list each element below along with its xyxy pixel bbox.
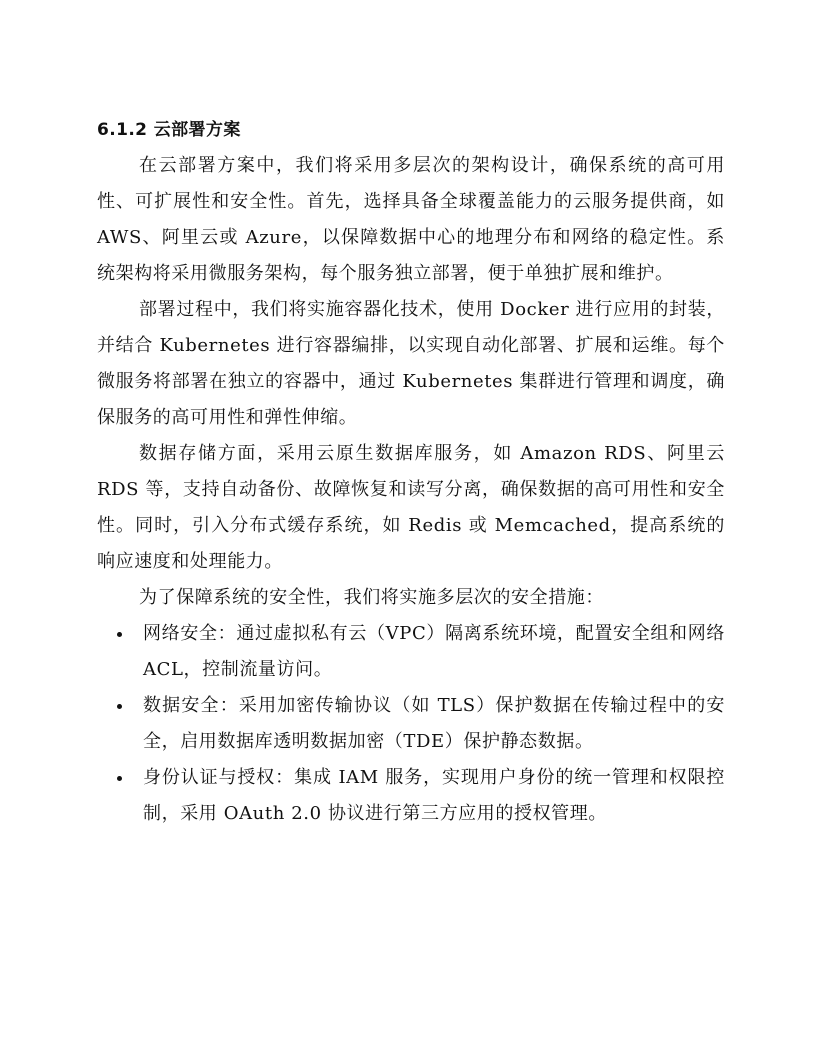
paragraph-security-intro: 为了保障系统的安全性，我们将实施多层次的安全措施： xyxy=(139,587,604,608)
list-item-data-security xyxy=(97,688,725,760)
list-item-text: 数据安全：采用加密传输协议（如 TLS）保护数据在传输过程中的安全，启用数据库透明数据加密（TDE）保护静态数据。 xyxy=(143,695,725,752)
bullet-icon xyxy=(117,632,122,637)
paragraph-containerization: 部署过程中，我们将实施容器化技术，使用 Docker 进行应用的封装，并结合 Kubernetes 进行容器编排，以实现自动化部署、扩展和运维。每个微服务将部署在独立的容器中，通过 Kubernetes 集群进行管理和调度，确保服务的高可用性和弹性伸缩。 xyxy=(97,299,725,428)
bullet-icon xyxy=(117,776,122,781)
list-item-identity-auth xyxy=(97,760,725,832)
paragraph-data-storage: 数据存储方面，采用云原生数据库服务，如 Amazon RDS、阿里云 RDS 等，支持自动备份、故障恢复和读写分离，确保数据的高可用性和安全性。同时，引入分布式缓存系统，如 Redis 或 Memcached，提高系统的响应速度和处理能力。 xyxy=(97,443,725,572)
section-heading: 6.1.2 云部署方案 xyxy=(97,120,241,140)
list-item-text: 网络安全：通过虚拟私有云（VPC）隔离系统环境，配置安全组和网络 ACL，控制流量访问。 xyxy=(143,623,725,680)
bullet-icon xyxy=(117,704,122,709)
list-item-text: 身份认证与授权：集成 IAM 服务，实现用户身份的统一管理和权限控制，采用 OAuth 2.0 协议进行第三方应用的授权管理。 xyxy=(143,767,725,824)
paragraph-cloud-architecture: 在云部署方案中，我们将采用多层次的架构设计，确保系统的高可用性、可扩展性和安全性。首先，选择具备全球覆盖能力的云服务提供商，如 AWS、阿里云或 Azure，以保障数据中心的地理分布和网络的稳定性。系统架构将采用微服务架构，每个服务独立部署，便于单独扩展和维护。 xyxy=(97,155,725,284)
security-measures-list xyxy=(97,616,725,832)
list-item-network-security xyxy=(97,616,725,688)
page-content xyxy=(97,112,725,832)
